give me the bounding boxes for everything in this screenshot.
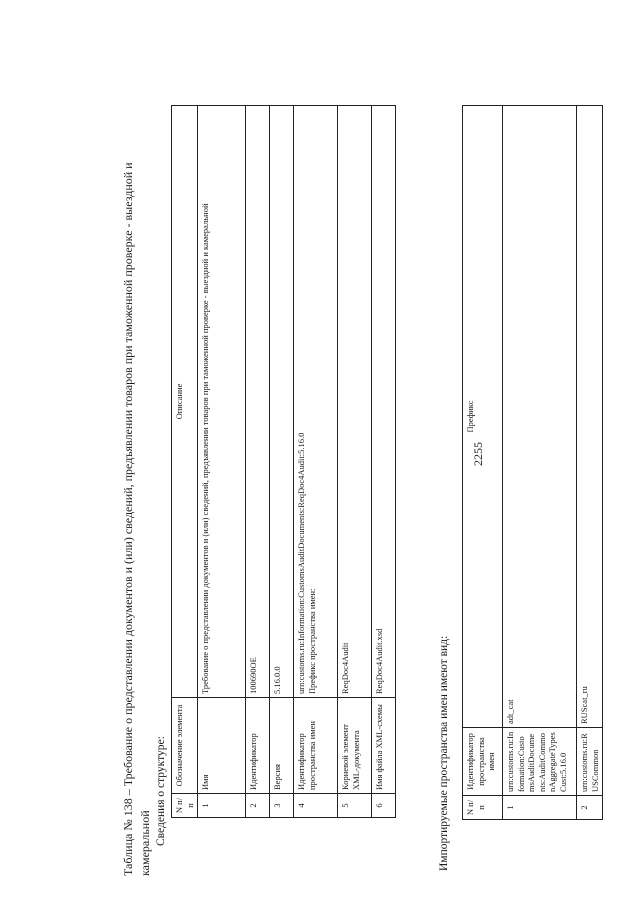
header-description: Описание xyxy=(172,106,198,698)
row-element: Версия xyxy=(270,698,294,794)
structure-heading: Сведения о структуре: xyxy=(155,736,167,846)
row-namespace: urn:customs.ru:RUSCommon xyxy=(577,728,603,796)
row-description: Требование о представлении документов и (или) сведений, предъявлении товаров при таможенной проверке - выездной и камеральной xyxy=(198,106,246,698)
table-row xyxy=(372,106,396,818)
row-prefix: adt_cat xyxy=(503,106,577,728)
row-num: 2 xyxy=(577,796,603,820)
structure-table xyxy=(171,105,396,818)
imports-heading: Импортируемые пространства имен имеют вид: xyxy=(438,635,450,871)
row-description: 100690OE xyxy=(246,106,270,698)
imports-table xyxy=(462,105,603,820)
header-num: N п/п xyxy=(463,796,503,820)
row-element: Идентификатор xyxy=(246,698,270,794)
row-element: Идентификатор пространства имен xyxy=(294,698,338,794)
header-num: N п/п xyxy=(172,794,198,818)
table-row xyxy=(577,106,603,820)
table-row xyxy=(294,106,338,818)
row-num: 4 xyxy=(294,794,338,818)
row-prefix: RUScat_ru xyxy=(577,106,603,728)
table-row xyxy=(503,106,577,820)
header-element: Обозначение элемента xyxy=(172,698,198,794)
row-element: Имя xyxy=(198,698,246,794)
rotated-content xyxy=(120,106,620,876)
page-number: 2255 xyxy=(471,442,485,466)
table-row xyxy=(198,106,246,818)
table-row xyxy=(246,106,270,818)
row-num: 5 xyxy=(338,794,372,818)
row-description: urn:customs.ru:Information:CustomsAuditDocuments:ReqDoc4Audit:5.16.0 Префикс пространства имен: xyxy=(294,106,338,698)
row-element: Корневой элемент XML-документа xyxy=(338,698,372,794)
row-description: ReqDoc4Audit xyxy=(338,106,372,698)
table-header-row xyxy=(463,106,503,820)
table-row xyxy=(338,106,372,818)
row-namespace: urn:customs.ru:Information:CustomsAuditDocuments:AuditCommonAggregateTypesCust:5.16.0 xyxy=(503,728,577,796)
row-element: Имя файла XML-схемы xyxy=(372,698,396,794)
row-num: 1 xyxy=(503,796,577,820)
table-header-row xyxy=(172,106,198,818)
row-description: ReqDoc4Audit.xsd xyxy=(372,106,396,698)
table-title: Таблица № 138 – Требование о представлении документов и (или) сведений, предъявлении товаров при таможенной проверке - выездной и камеральной xyxy=(121,162,152,876)
table-row xyxy=(270,106,294,818)
row-num: 3 xyxy=(270,794,294,818)
row-num: 1 xyxy=(198,794,246,818)
row-num: 6 xyxy=(372,794,396,818)
row-num: 2 xyxy=(246,794,270,818)
header-namespace: Идентификатор пространства имен xyxy=(463,728,503,796)
header-prefix: Префикс xyxy=(463,106,503,728)
row-description: 5.16.0.0 xyxy=(270,106,294,698)
